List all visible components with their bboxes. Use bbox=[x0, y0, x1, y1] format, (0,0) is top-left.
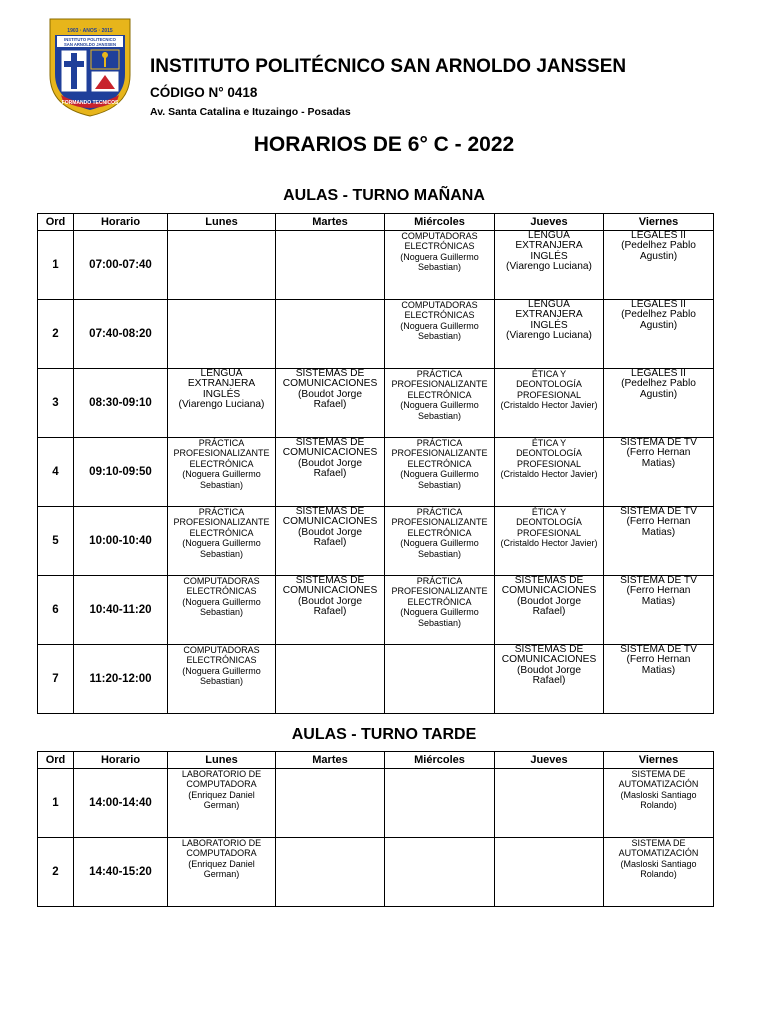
schedule-cell bbox=[495, 369, 604, 438]
cell-text-line: ÉTICA Y bbox=[531, 369, 567, 379]
column-header: Lunes bbox=[168, 752, 276, 769]
school-code: CÓDIGO N° 0418 bbox=[150, 85, 258, 100]
cell-text-line: (Masloski Santiago bbox=[620, 858, 697, 869]
schedule-cell bbox=[385, 507, 495, 576]
cell-text-line: PROFESIONAL bbox=[516, 389, 581, 400]
cell-text-line: ÉTICA Y bbox=[531, 438, 567, 448]
cell-text-line: ELECTRÓNICA bbox=[189, 527, 254, 538]
schedule-cell bbox=[168, 576, 276, 645]
schedule-cell bbox=[604, 507, 714, 576]
cell-text-line: ELECTRÓNICAS bbox=[404, 241, 475, 252]
schedule-cell bbox=[385, 231, 495, 300]
cell-text-line: PRÁCTICA bbox=[416, 507, 463, 517]
period-number: 5 bbox=[38, 507, 74, 576]
cell-text-line: (Ferro Hernan bbox=[626, 447, 691, 459]
cell-text-line: (Noguera Guillermo bbox=[400, 320, 479, 331]
cell-text-line: LEGALES II bbox=[631, 368, 686, 379]
cell-text-line: LENGUA bbox=[528, 230, 570, 241]
schedule-cell bbox=[495, 576, 604, 645]
cell-text-line: SISTEMA DE TV bbox=[620, 437, 697, 448]
cell-text-line: COMPUTADORAS bbox=[401, 231, 478, 241]
cell-text-line: SISTEMAS DE bbox=[295, 506, 365, 517]
cell-text-line: COMUNICACIONES bbox=[282, 516, 378, 528]
schedule-cell bbox=[495, 438, 604, 507]
column-header: Lunes bbox=[168, 214, 276, 231]
cell-text-line: Matias) bbox=[641, 595, 676, 607]
schedule-cell bbox=[168, 231, 276, 300]
cell-text-line: SISTEMAS DE bbox=[295, 437, 365, 448]
cell-text-line: ELECTRÓNICA bbox=[189, 458, 254, 469]
schedule-cell bbox=[495, 507, 604, 576]
cell-text-line: Sebastian) bbox=[417, 410, 462, 421]
cell-text-line: (Boudot Jorge bbox=[298, 595, 362, 607]
cell-text-line: COMPUTADORAS bbox=[183, 645, 260, 655]
schedule-cell bbox=[385, 645, 495, 714]
cell-text-line: PROFESIONALIZANTE bbox=[173, 517, 270, 528]
period-time: 09:10-09:50 bbox=[74, 438, 168, 507]
cell-text-line: (Pedelhez Pablo bbox=[621, 378, 696, 390]
cell-text-line: COMPUTADORA bbox=[186, 848, 257, 859]
school-address: Av. Santa Catalina e Ituzaingo - Posadas bbox=[150, 106, 351, 118]
schedule-cell bbox=[168, 507, 276, 576]
schedule-cell bbox=[168, 438, 276, 507]
period-time: 08:30-09:10 bbox=[74, 369, 168, 438]
cell-text-line: PROFESIONALIZANTE bbox=[391, 586, 488, 597]
cell-text-line: Sebastian) bbox=[417, 479, 462, 490]
cell-text-line: SISTEMA DE bbox=[631, 838, 686, 848]
cell-text-line: (Masloski Santiago bbox=[620, 789, 697, 800]
period-time: 07:40-08:20 bbox=[74, 300, 168, 369]
schedule-cell bbox=[604, 231, 714, 300]
cell-text-line: Agustin) bbox=[639, 388, 678, 400]
period-number: 2 bbox=[38, 838, 74, 907]
cell-text-line: Agustin) bbox=[639, 319, 678, 331]
cell-text-line: EXTRANJERA bbox=[187, 378, 256, 390]
cell-text-line: PROFESIONALIZANTE bbox=[173, 448, 270, 459]
column-header: Viernes bbox=[604, 214, 714, 231]
cell-text-line: ELECTRÓNICA bbox=[407, 389, 472, 400]
column-header: Viernes bbox=[604, 752, 714, 769]
cell-text-line: German) bbox=[203, 869, 240, 880]
cell-text-line: INGLÉS bbox=[530, 319, 568, 331]
cell-text-line: COMPUTADORAS bbox=[401, 300, 478, 310]
cell-text-line: SISTEMA DE bbox=[631, 769, 686, 779]
column-header: Horario bbox=[74, 752, 168, 769]
cell-text-line: (Boudot Jorge bbox=[298, 526, 362, 538]
schedule-cell bbox=[276, 231, 385, 300]
column-header: Miércoles bbox=[385, 752, 495, 769]
table-row bbox=[38, 838, 714, 907]
schedule-cell bbox=[604, 438, 714, 507]
schedule-cell bbox=[604, 300, 714, 369]
cell-text-line: ELECTRÓNICA bbox=[407, 596, 472, 607]
cell-text-line: ELECTRÓNICAS bbox=[404, 310, 475, 321]
schedule-cell bbox=[604, 645, 714, 714]
column-header: Martes bbox=[276, 214, 385, 231]
schedule-cell bbox=[385, 300, 495, 369]
period-number: 3 bbox=[38, 369, 74, 438]
cell-text-line: (Ferro Hernan bbox=[626, 516, 691, 528]
cell-text-line: Matias) bbox=[641, 457, 676, 469]
column-header: Horario bbox=[74, 214, 168, 231]
table-header-row bbox=[38, 752, 714, 769]
cell-text-line: (Cristaldo Hector Javier) bbox=[500, 538, 598, 549]
cell-text-line: DEONTOLOGÍA bbox=[516, 517, 582, 528]
schedule-cell bbox=[276, 438, 385, 507]
cell-text-line: PROFESIONAL bbox=[516, 527, 581, 538]
schedule-cell bbox=[385, 576, 495, 645]
cell-text-line: Sebastian) bbox=[199, 479, 244, 490]
morning-section-title: AULAS - TURNO MAÑANA bbox=[283, 187, 485, 204]
cell-text-line: Rafael) bbox=[313, 606, 347, 618]
period-time: 10:40-11:20 bbox=[74, 576, 168, 645]
cell-text-line: (Noguera Guillermo bbox=[400, 607, 479, 618]
cell-text-line: Rolando) bbox=[640, 800, 677, 811]
school-name: INSTITUTO POLITÉCNICO SAN ARNOLDO JANSSEN bbox=[150, 56, 627, 77]
cell-text-line: ELECTRÓNICA bbox=[407, 458, 472, 469]
cell-text-line: SISTEMAS DE bbox=[514, 575, 584, 586]
cell-text-line: SISTEMAS DE bbox=[295, 575, 365, 586]
schedule-cell bbox=[385, 838, 495, 907]
schedule-cell bbox=[385, 369, 495, 438]
cell-text-line: Sebastian) bbox=[417, 331, 462, 342]
table-row bbox=[38, 645, 714, 714]
cell-text-line: (Noguera Guillermo bbox=[182, 538, 261, 549]
cell-text-line: (Boudot Jorge bbox=[298, 457, 362, 469]
cell-text-line: (Boudot Jorge bbox=[298, 388, 362, 400]
cell-text-line: (Noguera Guillermo bbox=[182, 665, 261, 676]
logo-banner-line2: SAN ARNOLDO JANSSEN bbox=[64, 42, 116, 47]
table-row bbox=[38, 300, 714, 369]
cell-text-line: (Noguera Guillermo bbox=[400, 400, 479, 411]
period-time: 14:00-14:40 bbox=[74, 769, 168, 838]
cell-text-line: ELECTRÓNICAS bbox=[186, 586, 257, 597]
cell-text-line: PROFESIONALIZANTE bbox=[391, 517, 488, 528]
cell-text-line: PROFESIONALIZANTE bbox=[391, 448, 488, 459]
cell-text-line: SISTEMA DE TV bbox=[620, 506, 697, 517]
schedule-cell bbox=[276, 507, 385, 576]
cell-text-line: PRÁCTICA bbox=[416, 576, 463, 586]
cell-text-line: (Pedelhez Pablo bbox=[621, 240, 696, 252]
cell-text-line: (Viarengo Luciana) bbox=[506, 261, 592, 273]
cell-text-line: LABORATORIO DE bbox=[181, 769, 262, 779]
period-number: 7 bbox=[38, 645, 74, 714]
column-header: Ord bbox=[38, 752, 74, 769]
cell-text-line: PROFESIONAL bbox=[516, 458, 581, 469]
column-header: Ord bbox=[38, 214, 74, 231]
schedule-cell bbox=[276, 838, 385, 907]
cell-text-line: COMPUTADORAS bbox=[183, 576, 260, 586]
cell-text-line: Sebastian) bbox=[417, 548, 462, 559]
cell-text-line: COMUNICACIONES bbox=[282, 378, 378, 390]
period-time: 11:20-12:00 bbox=[74, 645, 168, 714]
cell-text-line: Rafael) bbox=[313, 468, 347, 480]
schedule-cell bbox=[168, 369, 276, 438]
cell-text-line: SISTEMA DE TV bbox=[620, 575, 697, 586]
cell-text-line: COMUNICACIONES bbox=[501, 585, 597, 597]
column-header: Jueves bbox=[495, 752, 604, 769]
cell-text-line: PRÁCTICA bbox=[416, 369, 463, 379]
cell-text-line: EXTRANJERA bbox=[515, 240, 583, 252]
schedule-cell bbox=[495, 769, 604, 838]
table-header-row bbox=[38, 214, 714, 231]
cell-text-line: COMUNICACIONES bbox=[282, 447, 378, 459]
schedule-cell bbox=[604, 769, 714, 838]
cell-text-line: PROFESIONALIZANTE bbox=[391, 379, 488, 390]
table-row bbox=[38, 438, 714, 507]
school-crest-icon bbox=[47, 15, 133, 119]
cell-text-line: Matias) bbox=[641, 526, 676, 538]
logo-years: 1903 · ANOS · 2015 bbox=[67, 28, 113, 34]
schedule-cell bbox=[495, 300, 604, 369]
cell-text-line: (Viarengo Luciana) bbox=[178, 399, 265, 411]
schedule-cell bbox=[385, 438, 495, 507]
cell-text-line: (Boudot Jorge bbox=[517, 595, 581, 607]
cell-text-line: DEONTOLOGÍA bbox=[516, 448, 582, 459]
cell-text-line: DEONTOLOGÍA bbox=[516, 379, 582, 390]
cell-text-line: Sebastian) bbox=[417, 617, 462, 628]
cell-text-line: Rolando) bbox=[640, 869, 677, 880]
schedule-cell bbox=[495, 645, 604, 714]
cell-text-line: (Boudot Jorge bbox=[517, 664, 581, 676]
cell-text-line: (Pedelhez Pablo bbox=[621, 309, 696, 321]
cell-text-line: COMUNICACIONES bbox=[501, 654, 597, 666]
cell-text-line: LEGALES II bbox=[631, 299, 686, 310]
cell-text-line: COMPUTADORA bbox=[186, 779, 257, 790]
schedule-cell bbox=[604, 576, 714, 645]
period-number: 1 bbox=[38, 769, 74, 838]
cell-text-line: PRÁCTICA bbox=[198, 507, 245, 517]
schedule-cell bbox=[168, 300, 276, 369]
period-number: 2 bbox=[38, 300, 74, 369]
cell-text-line: German) bbox=[203, 800, 240, 811]
cell-text-line: COMUNICACIONES bbox=[282, 585, 378, 597]
cell-text-line: LENGUA bbox=[200, 368, 243, 379]
column-header: Miércoles bbox=[385, 214, 495, 231]
morning-schedule-table bbox=[37, 213, 714, 714]
cell-text-line: EXTRANJERA bbox=[515, 309, 583, 321]
cell-text-line: LABORATORIO DE bbox=[181, 838, 262, 848]
afternoon-section-title: AULAS - TURNO TARDE bbox=[291, 726, 477, 743]
cell-text-line: AUTOMATIZACIÓN bbox=[618, 779, 699, 790]
cell-text-line: AUTOMATIZACIÓN bbox=[618, 848, 699, 859]
schedule-cell bbox=[385, 769, 495, 838]
cell-text-line: INGLÉS bbox=[202, 388, 241, 400]
cell-text-line: Rafael) bbox=[532, 675, 566, 687]
cell-text-line: PRÁCTICA bbox=[198, 438, 245, 448]
schedule-cell bbox=[495, 838, 604, 907]
cell-text-line: Agustin) bbox=[639, 250, 678, 262]
cell-text-line: (Noguera Guillermo bbox=[400, 469, 479, 480]
schedule-cell bbox=[276, 769, 385, 838]
cell-text-line: (Ferro Hernan bbox=[626, 654, 691, 666]
cell-text-line: (Cristaldo Hector Javier) bbox=[500, 469, 598, 480]
table-row bbox=[38, 369, 714, 438]
schedule-cell bbox=[168, 769, 276, 838]
cell-text-line: LENGUA bbox=[528, 299, 570, 310]
period-number: 4 bbox=[38, 438, 74, 507]
schedule-cell bbox=[276, 576, 385, 645]
cell-text-line: Sebastian) bbox=[199, 548, 244, 559]
cell-text-line: SISTEMAS DE bbox=[514, 644, 584, 655]
period-number: 6 bbox=[38, 576, 74, 645]
cell-text-line: Sebastian) bbox=[199, 607, 244, 618]
cell-text-line: SISTEMA DE TV bbox=[620, 644, 697, 655]
cell-text-line: Rafael) bbox=[313, 399, 347, 411]
table-row bbox=[38, 507, 714, 576]
table-row bbox=[38, 576, 714, 645]
cell-text-line: PRÁCTICA bbox=[416, 438, 463, 448]
cell-text-line: ÉTICA Y bbox=[531, 507, 567, 517]
schedule-cell bbox=[604, 369, 714, 438]
cell-text-line: ELECTRÓNICA bbox=[407, 527, 472, 538]
cell-text-line: (Noguera Guillermo bbox=[400, 538, 479, 549]
schedule-cell bbox=[276, 300, 385, 369]
cell-text-line: (Enriquez Daniel bbox=[188, 789, 255, 800]
page-title: HORARIOS DE 6° C - 2022 bbox=[253, 133, 515, 156]
cell-text-line: SISTEMAS DE bbox=[295, 368, 365, 379]
cell-text-line: (Enriquez Daniel bbox=[188, 858, 255, 869]
cell-text-line: (Noguera Guillermo bbox=[400, 251, 479, 262]
period-time: 14:40-15:20 bbox=[74, 838, 168, 907]
cell-text-line: (Noguera Guillermo bbox=[182, 596, 261, 607]
cell-text-line: Rafael) bbox=[532, 606, 566, 618]
column-header: Martes bbox=[276, 752, 385, 769]
schedule-cell bbox=[276, 645, 385, 714]
column-header: Jueves bbox=[495, 214, 604, 231]
cell-text-line: (Cristaldo Hector Javier) bbox=[500, 400, 598, 411]
cell-text-line: Matias) bbox=[641, 664, 676, 676]
period-time: 07:00-07:40 bbox=[74, 231, 168, 300]
logo-banner-line1: INSTITUTO POLITECNICO bbox=[64, 37, 116, 42]
afternoon-schedule-table bbox=[37, 751, 714, 907]
cell-text-line: Sebastian) bbox=[417, 262, 462, 273]
schedule-cell bbox=[168, 838, 276, 907]
schedule-cell bbox=[276, 369, 385, 438]
cell-text-line: Sebastian) bbox=[199, 676, 244, 687]
schedule-cell bbox=[495, 231, 604, 300]
logo-motto: FORMANDO TECNICOS bbox=[61, 100, 119, 106]
cell-text-line: ELECTRÓNICAS bbox=[186, 655, 257, 666]
cell-text-line: (Noguera Guillermo bbox=[182, 469, 261, 480]
schedule-cell bbox=[168, 645, 276, 714]
cell-text-line: Rafael) bbox=[313, 537, 347, 549]
cell-text-line: LEGALES II bbox=[631, 230, 686, 241]
schedule-cell bbox=[604, 838, 714, 907]
cell-text-line: (Ferro Hernan bbox=[626, 585, 691, 597]
table-row bbox=[38, 769, 714, 838]
cell-text-line: (Viarengo Luciana) bbox=[506, 330, 592, 342]
period-time: 10:00-10:40 bbox=[74, 507, 168, 576]
table-row bbox=[38, 231, 714, 300]
cell-text-line: INGLÉS bbox=[530, 250, 568, 262]
period-number: 1 bbox=[38, 231, 74, 300]
